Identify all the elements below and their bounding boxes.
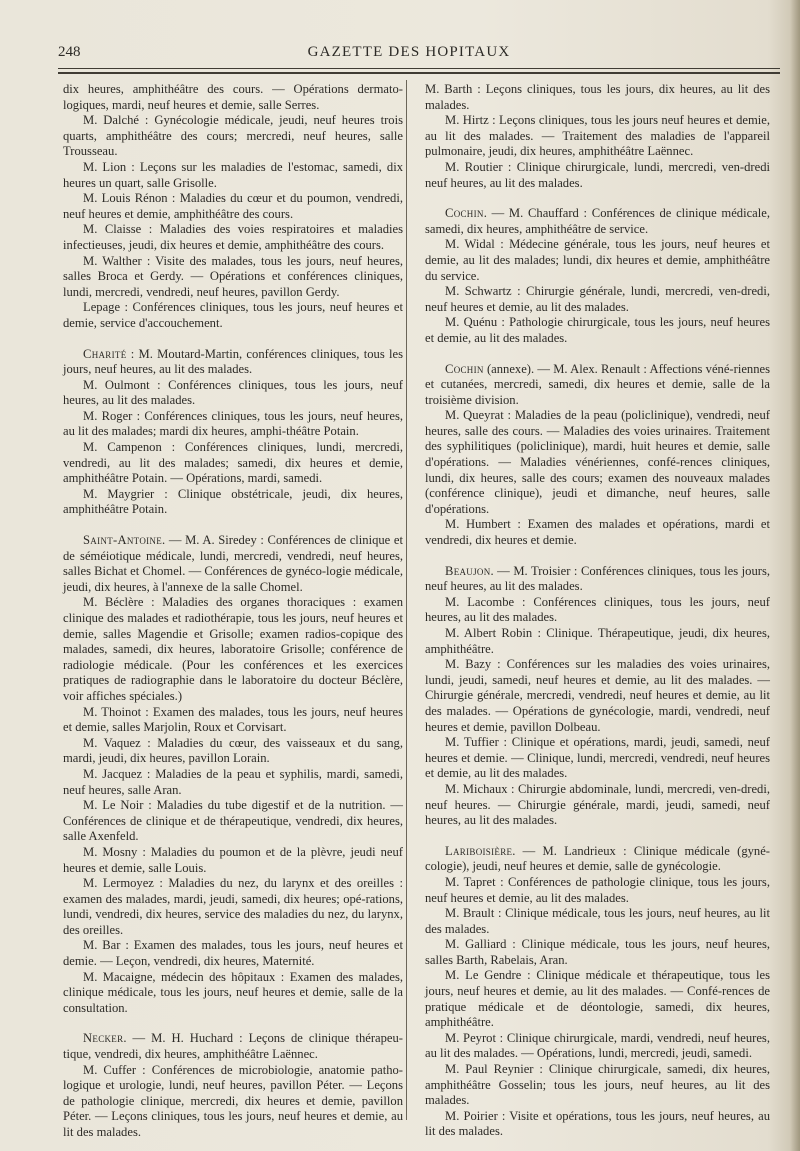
paragraph-text: M. Mosny : Maladies du poumon et de la plèvre, jeudi neuf heures et demie, salle Louis. <box>63 844 403 875</box>
header-rule <box>58 68 780 69</box>
schedule-paragraph <box>63 347 403 378</box>
paragraph-text: M. Quénu : Pathologie chirurgicale, tous les jours, neuf heures et demie, au lit des malades. <box>425 315 770 345</box>
paragraph-text: M. Jacquez : Maladies de la peau et syphilis, mardi, samedi, neuf heures, salle Aran. <box>63 766 403 797</box>
schedule-paragraph <box>63 222 403 253</box>
hospital-name: Necker <box>83 1031 124 1046</box>
schedule-paragraph <box>63 736 403 767</box>
journal-title: GAZETTE DES HOPITAUX <box>307 44 511 60</box>
schedule-paragraph <box>425 564 770 595</box>
hospital-name: Saint-Antoine <box>83 533 163 548</box>
page-header <box>58 44 760 64</box>
paragraph-text: M. Roger : Conférences cliniques, tous les jours, neuf heures, au lit des malades; mardi dix heures, amphi-théâtre Potain. <box>63 408 403 439</box>
schedule-paragraph <box>63 970 403 1017</box>
schedule-paragraph <box>63 300 403 331</box>
paragraph-text: M. Maygrier : Clinique obstétricale, jeudi, dix heures, amphithéâtre Potain. <box>63 486 403 517</box>
hospital-name: Beaujon <box>445 563 491 578</box>
schedule-paragraph <box>425 657 770 735</box>
schedule-paragraph <box>63 487 403 518</box>
paragraph-text: M. Bazy : Conférences sur les maladies des voies urinaires, lundi, jeudi, samedi, neuf heures et demie, au lit des malades. — Chirurgie générale, mercredi, vendredi, neuf heures et demie, au lit des malades. — Opérations de gynécologie, mardi, vendredi, neuf heures et demie, pavillon Dolbeau. <box>425 657 770 734</box>
schedule-section <box>63 533 403 1016</box>
schedule-paragraph <box>425 735 770 782</box>
schedule-paragraph <box>425 284 770 315</box>
paragraph-text: (annexe). — M. Alex. Renault : Affections véné-riennes et cutanées, mercredi, samedi, dix heures et demie, salle de la troisième division. <box>425 361 770 407</box>
paragraph-text: M. Widal : Médecine générale, tous les jours, neuf heures et demie, au lit des malades; lundi, dix heures et demie, amphithéâtre du service. <box>425 237 770 283</box>
paragraph-text: M. Tuffier : Clinique et opérations, mardi, jeudi, samedi, neuf heures et demie. — Clinique, lundi, mercredi, vendredi, neuf heures et demie, au lit des malades. <box>425 735 770 781</box>
paragraph-text: M. Le Gendre : Clinique médicale et thérapeutique, tous les jours, neuf heures et demie, au lit des malades. — Confé-rences de pratique médicale et de déontologie, samedi, dix heures, amphithéâtre. <box>425 968 770 1030</box>
paragraph-text: M. Lacombe : Conférences cliniques, tous les jours, neuf heures, au lit des malades. <box>425 594 770 625</box>
left-column <box>63 82 403 1141</box>
schedule-paragraph <box>425 315 770 346</box>
paragraph-text: M. Poirier : Visite et opérations, tous les jours, neuf heures, au lit des malades. <box>425 1108 770 1139</box>
schedule-section <box>63 82 403 332</box>
hospital-name: Cochin <box>445 206 484 221</box>
schedule-paragraph <box>425 968 770 1030</box>
schedule-paragraph <box>425 595 770 626</box>
paragraph-text: M. Béclère : Maladies des organes thoraciques : examen clinique des malades et radiothérapie, tous les jours, neuf heures et demie, salles Magendie et Grisolle; examen radios-copique des malades, samedi, dix heures, laboratoire Grisolle; conférence de radiologie médicale. (Pour les conférences et les exercices pratiques de radiographie dans le laboratoire du docteur Béclère, voir affiches spéciales.) <box>63 595 403 703</box>
schedule-paragraph <box>425 206 770 237</box>
paragraph-text: . — M. A. Siredey : Conférences de clinique et de séméiotique médicale, lundi, mercredi, vendredi, neuf heures, salles Bichat et Chomel. — Conférences de gynéco-logie médicale, jeudi, dix heures, à l'annexe de la salle Chomel. <box>63 533 403 594</box>
schedule-paragraph <box>63 767 403 798</box>
schedule-section <box>425 844 770 1140</box>
schedule-paragraph <box>63 705 403 736</box>
header-rule-double <box>58 72 780 74</box>
schedule-paragraph <box>63 595 403 704</box>
paragraph-text: M. Thoinot : Examen des malades, tous les jours, neuf heures et demie, salles Marjolin, Roux et Corvisart. <box>63 704 403 735</box>
schedule-paragraph <box>63 82 403 113</box>
schedule-paragraph <box>63 409 403 440</box>
paragraph-text: M. Lermoyez : Maladies du nez, du larynx et des oreilles : examen des malades, mardi, jeudi, samedi, dix heures; opé-rations, lundi, vendredi, dix heures, service des maladies du nez, du larynx, des oreilles. <box>63 876 403 937</box>
paragraph-text: M. Tapret : Conférences de pathologie clinique, tous les jours, neuf heures et demie, au lit des malades. <box>425 874 770 905</box>
paragraph-text: . — M. Landrieux : Clinique médicale (gyné-cologie), jeudi, neuf heures et demie, salle de gynécologie. <box>425 843 770 874</box>
paragraph-text: M. Albert Robin : Clinique. Thérapeutique, jeudi, dix heures, amphithéâtre. <box>425 626 770 656</box>
schedule-paragraph <box>63 191 403 222</box>
paragraph-text: M. Barth : Leçons cliniques, tous les jours, dix heures, au lit des malades. <box>425 82 770 112</box>
schedule-paragraph <box>425 937 770 968</box>
schedule-paragraph <box>63 378 403 409</box>
schedule-paragraph <box>63 1063 403 1141</box>
schedule-paragraph <box>425 517 770 548</box>
paragraph-text: M. Dalché : Gynécologie médicale, jeudi, neuf heures trois quarts, amphithéâtre des cours; mercredi, neuf heures, salle Trousseau. <box>63 113 403 159</box>
schedule-paragraph <box>425 237 770 284</box>
schedule-section <box>63 1031 403 1140</box>
schedule-paragraph <box>425 875 770 906</box>
schedule-paragraph <box>425 906 770 937</box>
schedule-paragraph <box>425 362 770 409</box>
paragraph-text: : M. Moutard-Martin, conférences cliniques, tous les jours, neuf heures, au lit des malades. <box>63 346 403 377</box>
page-number: 248 <box>58 44 81 60</box>
schedule-section <box>63 347 403 519</box>
paragraph-text: M. Humbert : Examen des malades et opérations, mardi et vendredi, dix heures et demie. <box>425 517 770 548</box>
schedule-paragraph <box>425 1062 770 1109</box>
paragraph-text: M. Galliard : Clinique médicale, tous les jours, neuf heures, salles Barth, Rabelais, Aran. <box>425 937 770 967</box>
schedule-section <box>425 82 770 191</box>
paragraph-text: M. Michaux : Chirurgie abdominale, lundi, mercredi, ven-dredi, neuf heures. — Chirurgie générale, mardi, jeudi, samedi, neuf heures, au lit des malades. <box>425 781 770 828</box>
right-column <box>425 82 770 1140</box>
schedule-paragraph <box>63 938 403 969</box>
schedule-paragraph <box>63 845 403 876</box>
paragraph-text: M. Macaigne, médecin des hôpitaux : Examen des malades, clinique médicale, tous les jours, neuf heures et demie, salle de la consultation. <box>63 969 403 1015</box>
schedule-paragraph <box>63 533 403 595</box>
paragraph-text: M. Brault : Clinique médicale, tous les jours, neuf heures, au lit des malades. <box>425 906 770 936</box>
paragraph-text: M. Vaquez : Maladies du cœur, des vaisseaux et du sang, mardi, jeudi, dix heures, pavillon Lorain. <box>63 735 403 766</box>
paragraph-text: M. Louis Rénon : Maladies du cœur et du poumon, vendredi, neuf heures et demie, amphithéâtre des cours. <box>63 191 403 221</box>
paragraph-text: . — M. Chauffard : Conférences de clinique médicale, samedi, dix heures, amphithéâtre de service. <box>425 206 770 236</box>
paragraph-text: M. Claisse : Maladies des voies respiratoires et maladies infectieuses, jeudi, dix heures et demie, amphithéâtre des cours. <box>63 222 403 252</box>
paragraph-text: M. Cuffer : Conférences de microbiologie, anatomie patho-logique et urologie, lundi, neuf heures, pavillon Péter. — Leçons de pathologie clinique, mercredi, dix heures et demie, pavillon Péter. — Leçons cliniques, tous les jours, neuf heures et demie, au lit des malades. <box>63 1062 403 1139</box>
paragraph-text: M. Campenon : Conférences cliniques, lundi, mercredi, vendredi, au lit des malades; samedi, dix heures et demie, amphithéâtre Potain. — Opérations, mardi, samedi. <box>63 440 403 486</box>
schedule-paragraph <box>63 160 403 191</box>
schedule-paragraph <box>425 408 770 517</box>
schedule-paragraph <box>425 844 770 875</box>
paragraph-text: M. Bar : Examen des malades, tous les jours, neuf heures et demie. — Leçon, vendredi, dix heures, Maternité. <box>63 938 403 969</box>
schedule-paragraph <box>425 160 770 191</box>
schedule-paragraph <box>63 798 403 845</box>
paragraph-text: M. Lion : Leçons sur les maladies de l'estomac, samedi, dix heures un quart, salle Grisolle. <box>63 159 403 190</box>
schedule-paragraph <box>63 254 403 301</box>
schedule-paragraph <box>425 1109 770 1140</box>
hospital-name: Cochin <box>445 361 484 376</box>
schedule-paragraph <box>425 82 770 113</box>
paragraph-text: M. Peyrot : Clinique chirurgicale, mardi, vendredi, neuf heures, au lit des malades. — Opérations, lundi, mercredi, jeudi, samedi. <box>425 1030 770 1061</box>
paragraph-text: . — M. Troisier : Conférences cliniques, tous les jours, neuf heures, au lit des malades. <box>425 563 770 594</box>
paragraph-text: M. Oulmont : Conférences cliniques, tous les jours, neuf heures, au lit des malades. <box>63 377 403 408</box>
schedule-paragraph <box>63 440 403 487</box>
schedule-paragraph <box>425 626 770 657</box>
paragraph-text: M. Routier : Clinique chirurgicale, lundi, mercredi, ven-dredi neuf heures, au lit des malades. <box>425 159 770 190</box>
schedule-paragraph <box>63 113 403 160</box>
schedule-section <box>425 362 770 549</box>
schedule-paragraph <box>425 113 770 160</box>
schedule-paragraph <box>63 1031 403 1062</box>
paragraph-text: M. Queyrat : Maladies de la peau (policlinique), vendredi, neuf heures, salle des cours. — Maladies des voies urinaires. Traitement des syphilitiques (policlinique), mardi, huit heures et demie, salle d'opérations. — Maladies vénériennes, confé-rences cliniques, lundi, dix heures, salle des cours; examen des nouveaux malades (conférence clinique), jeudi et dimanche, neuf heures, salle d'opérations. <box>425 408 770 516</box>
schedule-section <box>425 206 770 346</box>
paragraph-text: M. Paul Reynier : Clinique chirurgicale, samedi, dix heures, amphithéâtre Gosselin; tous les jours, neuf heures, au lit des malades. <box>425 1062 770 1108</box>
paragraph-text: M. Walther : Visite des malades, tous les jours, neuf heures, salles Broca et Gerdy. — Opérations et conférences cliniques, lundi, mercredi, vendredi, neuf heures, pavillon Gerdy. <box>63 253 403 299</box>
paragraph-text: M. Le Noir : Maladies du tube digestif et de la nutrition. — Conférences de clinique et de thérapeutique, vendredi, dix heures, salle Axenfeld. <box>63 798 403 844</box>
paragraph-text: dix heures, amphithéâtre des cours. — Opérations dermato-logiques, mardi, neuf heures et demie, salle Serres. <box>63 82 403 112</box>
page-edge-shadow <box>790 0 800 1151</box>
paragraph-text: M. Hirtz : Leçons cliniques, tous les jours neuf heures et demie, au lit des malades. — Traitement des maladies de l'appareil pulmonaire, jeudi, dix heures, amphithéâtre Laënnec. <box>425 113 770 159</box>
column-divider <box>406 80 407 1120</box>
paragraph-text: . — M. H. Huchard : Leçons de clinique thérapeu-tique, vendredi, dix heures, amphithéâtre Laënnec. <box>63 1031 403 1062</box>
schedule-section <box>425 564 770 829</box>
paragraph-text: M. Schwartz : Chirurgie générale, lundi, mercredi, ven-dredi, neuf heures et demie, au lit des malades. <box>425 284 770 314</box>
schedule-paragraph <box>425 1031 770 1062</box>
paragraph-text: Lepage : Conférences cliniques, tous les jours, neuf heures et demie, service d'accouchement. <box>63 300 403 330</box>
schedule-paragraph <box>425 782 770 829</box>
hospital-name: Lariboisière <box>445 843 513 858</box>
hospital-name: Charité <box>83 346 127 361</box>
schedule-paragraph <box>63 876 403 938</box>
